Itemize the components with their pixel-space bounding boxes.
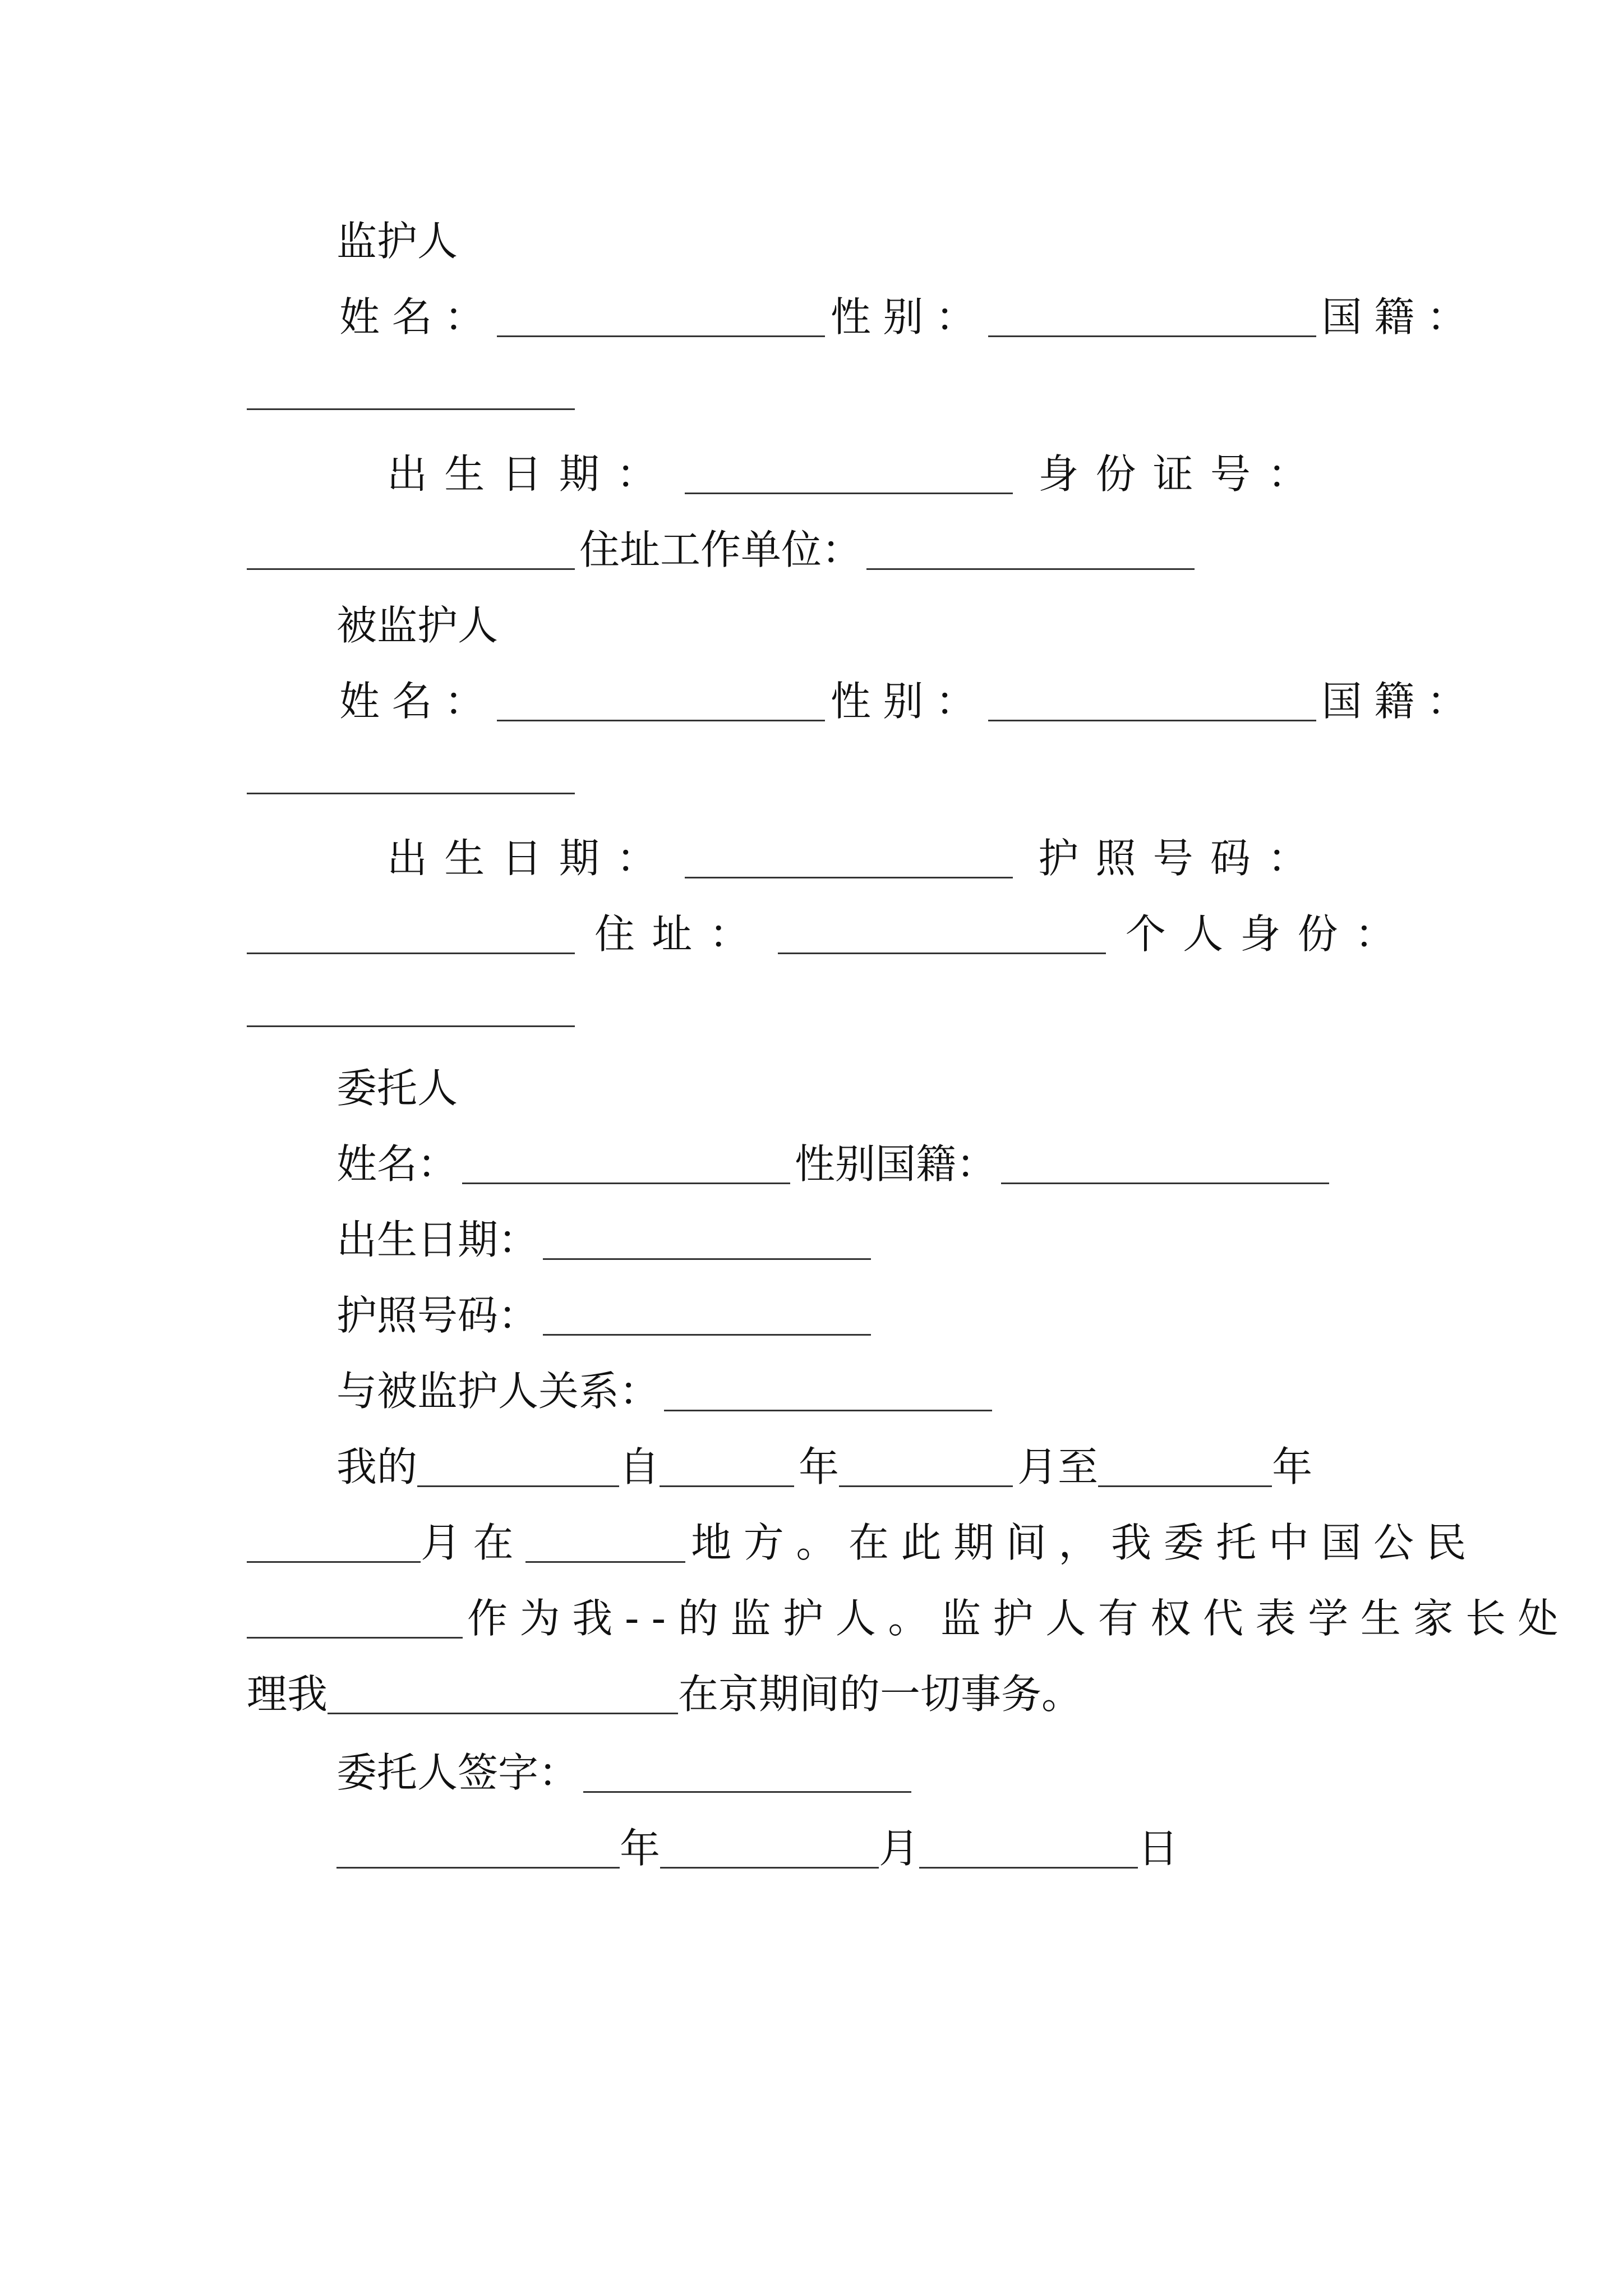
ward-name-label: 姓名： xyxy=(339,678,497,725)
statement-text-8: 作为我--的监护人。监护人有权代表学生家长处 xyxy=(467,1595,1571,1642)
guardian-name-line xyxy=(339,289,1479,345)
statement-child-name-field[interactable] xyxy=(328,1713,678,1714)
principal-relation-label: 与被监护人关系： xyxy=(336,1368,660,1415)
principal-passport-field[interactable] xyxy=(543,1334,871,1336)
statement-to-month-field[interactable] xyxy=(247,1561,421,1563)
principal-heading: 委托人 xyxy=(336,1065,458,1112)
ward-address-label: 住址： xyxy=(594,910,767,958)
signature-date-line xyxy=(336,1820,1178,1876)
signature-month-field[interactable] xyxy=(660,1867,879,1869)
ward-address-line xyxy=(247,906,1412,962)
principal-name-line xyxy=(336,1136,1329,1192)
statement-text-1: 我的 xyxy=(336,1443,418,1490)
principal-passport-line xyxy=(336,1287,871,1343)
ward-gender-field[interactable] xyxy=(988,720,1316,721)
principal-passport-label: 护照号码： xyxy=(336,1292,539,1339)
principal-gender-nationality-field[interactable] xyxy=(1001,1182,1329,1184)
statement-line-1 xyxy=(336,1439,1312,1495)
ward-name-field[interactable] xyxy=(497,720,825,721)
guardian-address-work-label: 住址工作单位： xyxy=(579,526,863,573)
guardian-dob-label: 出生日期： xyxy=(387,450,674,498)
guardian-gender-label: 性别： xyxy=(830,293,988,341)
ward-nationality-field[interactable] xyxy=(247,793,575,794)
principal-dob-field[interactable] xyxy=(543,1258,871,1260)
signature-day-field[interactable] xyxy=(919,1867,1138,1869)
statement-from-month-field[interactable] xyxy=(839,1485,1013,1487)
statement-from-year-field[interactable] xyxy=(660,1485,794,1487)
guardian-address-line xyxy=(247,522,1195,578)
principal-relation-field[interactable] xyxy=(664,1410,992,1411)
statement-line-4 xyxy=(247,1666,1082,1722)
ward-heading: 被监护人 xyxy=(336,602,499,649)
ward-dob-label: 出生日期： xyxy=(387,835,674,882)
signature-year-field[interactable] xyxy=(336,1867,620,1869)
principal-heading-line xyxy=(336,1060,458,1116)
principal-relation-line xyxy=(336,1363,992,1419)
ward-personal-id-field-line xyxy=(247,979,575,1035)
guardian-dob-field[interactable] xyxy=(685,493,1013,494)
ward-personal-id-field[interactable] xyxy=(247,1025,575,1027)
signature-month-label: 月 xyxy=(879,1825,920,1872)
statement-guardian-name-field[interactable] xyxy=(247,1637,463,1639)
ward-nationality-label: 国籍： xyxy=(1321,678,1479,725)
statement-text-10: 在京期间的一切事务。 xyxy=(678,1671,1082,1718)
signature-year-label: 年 xyxy=(620,1825,661,1872)
statement-text-9: 理我 xyxy=(247,1671,328,1718)
statement-text-5: 年 xyxy=(1272,1443,1313,1490)
ward-address-field[interactable] xyxy=(778,953,1106,954)
guardian-heading-line xyxy=(336,213,458,269)
principal-gender-nationality-label: 性别国籍： xyxy=(795,1140,997,1188)
guardian-nationality-field-line xyxy=(247,362,575,418)
guardian-gender-field[interactable] xyxy=(988,335,1316,337)
ward-name-line xyxy=(339,673,1479,729)
statement-text-7: 地方。在此期间，我委托中国公民 xyxy=(691,1519,1479,1566)
guardian-heading: 监护人 xyxy=(336,218,458,265)
signature-day-label: 日 xyxy=(1138,1825,1179,1872)
principal-dob-line xyxy=(336,1212,871,1268)
statement-line-2 xyxy=(247,1515,1478,1571)
guardian-name-field[interactable] xyxy=(497,335,825,337)
principal-name-field[interactable] xyxy=(462,1182,790,1184)
guardian-address-work-field[interactable] xyxy=(866,568,1195,570)
principal-dob-label: 出生日期： xyxy=(336,1216,539,1263)
statement-text-6: 月在 xyxy=(421,1519,526,1566)
guardian-id-field[interactable] xyxy=(247,568,575,570)
ward-dob-field[interactable] xyxy=(685,877,1013,878)
guardian-name-label: 姓名： xyxy=(339,293,497,341)
ward-personal-id-label: 个人身份： xyxy=(1125,910,1412,958)
ward-dob-line xyxy=(387,830,1325,886)
statement-text-4: 月至 xyxy=(1017,1443,1099,1490)
statement-to-year-field[interactable] xyxy=(1098,1485,1272,1487)
signature-line xyxy=(336,1745,911,1801)
ward-nationality-field-line xyxy=(247,746,575,802)
signature-label: 委托人签字： xyxy=(336,1749,579,1796)
guardian-nationality-field[interactable] xyxy=(247,408,575,410)
statement-text-2: 自 xyxy=(619,1443,660,1490)
guardian-nationality-label: 国籍： xyxy=(1321,293,1479,341)
statement-place-field[interactable] xyxy=(525,1561,685,1563)
ward-passport-field[interactable] xyxy=(247,953,575,954)
principal-name-label: 姓名： xyxy=(336,1140,458,1188)
statement-child-field[interactable] xyxy=(417,1485,619,1487)
statement-text-3: 年 xyxy=(799,1443,840,1490)
signature-field[interactable] xyxy=(583,1791,911,1793)
guardian-id-label: 身份证号： xyxy=(1038,450,1325,498)
ward-passport-label: 护照号码： xyxy=(1038,835,1325,882)
statement-line-3 xyxy=(247,1590,1570,1646)
ward-heading-line xyxy=(336,597,498,654)
guardian-dob-line xyxy=(387,446,1325,502)
ward-gender-label: 性别： xyxy=(830,678,988,725)
